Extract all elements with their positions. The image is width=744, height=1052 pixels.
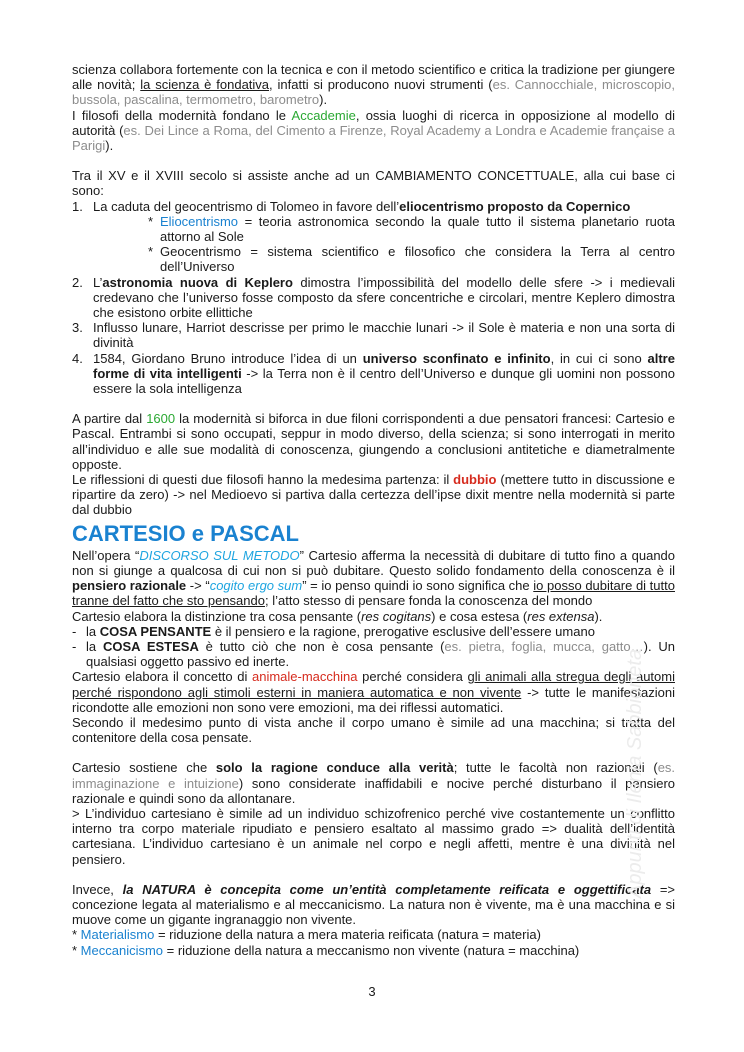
examples-text: es. Dei Lince a Roma, del Cimento a Firenze, Royal Academy a Londra e Academie française a Parigi bbox=[72, 122, 675, 154]
sub-list-item: * Eliocentrismo = teoria astronomica secondo la quale tutto il sistema planetario ruota attorno al Sole bbox=[148, 213, 675, 245]
definition-mechanism: * Meccanicismo = riduzione della natura a meccanismo non vivente (natura = macchina) bbox=[72, 942, 580, 958]
list-item: 3. Influsso lunare, Harriot descrisse per primo le macchie lunari -> il Sole è materia e non una sorta di divinità bbox=[72, 320, 675, 351]
paragraph-method: Nell’opera “DISCORSO SUL METODO” Cartesio afferma la necessità di dubitare di tutto fino a quando non si giunge a qualcosa di cui non si può dubitare. Questo solido fondamento della conoscenza è il pensiero razionale -> “cogito ergo sum” = io penso quindi io sono significa che io posso dubitare di tutto tranne del fatto che sto pensando; l’atto stesso di pensare fonda la conoscenza del mondo bbox=[72, 547, 676, 609]
dash-item: - la COSA PENSANTE è il pensiero e la ragione, prerogative esclusive dell’essere umano bbox=[72, 623, 595, 639]
sub-list bbox=[93, 214, 675, 275]
highlight-year: 1600 bbox=[146, 411, 176, 427]
paragraph-doubt: Le riflessioni di questi due filosofi hanno la medesima partenza: il dubbio (mettere tutto in discussione e ripartire da zero) -> nel Medioevo si partiva dalla certezza dell’ipse dixit mentre nella modernità si parte dal dubbio bbox=[72, 472, 675, 518]
definition-materialism: * Materialismo = riduzione della natura a mera materia reificata (natura = materia) bbox=[72, 927, 541, 943]
highlight-term: animale-macchina bbox=[252, 669, 358, 685]
list-item: 2. L’astronomia nuova di Keplero dimostra l’impossibilità del modello delle sfere -> i medievali credevano che l’universo fosse composto da sfere concentriche e circolari, mentre Keplero dimostra che esistono orbite ellittiche bbox=[72, 274, 675, 321]
page-number: 3 bbox=[368, 984, 376, 999]
highlight-term: Accademie bbox=[291, 107, 356, 123]
section-heading: CARTESIO e PASCAL bbox=[72, 520, 299, 546]
paragraph-nature: Invece, la NATURA è concepita come un’entità completamente reificata e oggettificata => concezione legata al materialismo e al meccanicismo. La natura non è vivente, ma è una macchina e si muove come un gigante ingranaggio non vivente. bbox=[72, 881, 676, 928]
sub-list-item: * Geocentrismo = sistema scientifico e filosofico che considera la Terra al centro dell’Universo bbox=[148, 244, 675, 275]
document-body bbox=[72, 62, 675, 958]
paragraph-res: Cartesio elabora la distinzione tra cosa pensante (res cogitans) e cosa estesa (res extensa). bbox=[72, 608, 603, 624]
paragraph-reason: Cartesio sostiene che solo la ragione conduce alla verità; tutte le facoltà non razionali (es. immaginazione e intuizione) sono considerate inaffidabili e nocive perché disturbano il pensiero razionale e quindi sono da allontanare. bbox=[72, 760, 676, 806]
watermark bbox=[622, 530, 648, 900]
paragraph-conceptual-change: Tra il XV e il XVIII secolo si assiste anche ad un CAMBIAMENTO CONCETTUALE, alla cui base ci sono: bbox=[72, 168, 675, 199]
examples-text: es. Cannocchiale, microscopio, bussola, pascalina, termometro, barometro bbox=[72, 77, 676, 108]
list-item: 1. La caduta del geocentrismo di Tolomeo in favore dell’eliocentrismo proposto da Copernico * Eliocentrismo = teoria astronomica secondo la quale tutto il sistema planetario ruota attorno al Sole * Geocentrismo = sistema scientifico e filosofico che considera la Terra al centro dell’Universo bbox=[72, 198, 675, 275]
paragraph-individual: > L’individuo cartesiano è simile ad un individuo schizofrenico perché vive costantemente un conflitto interno tra corpo materiale ripudiato e pensiero esaltato al massimo grado => dualità dell’identità cartesiana. L’individuo cartesiano è un animale nel corpo e negli affetti, mentre è una divinità nel pensiero. bbox=[72, 805, 675, 867]
list-item: 4. 1584, Giordano Bruno introduce l’idea di un universo sconfinato e infinito, in cui ci sono altre forme di vita intelligenti -> la Terra non è il centro dell’Universo e dunque gli uomini non possono essere la sola intelligenza bbox=[72, 350, 675, 397]
paragraph-animal-machine: Cartesio elabora il concetto di animale-macchina perché considera gli animali alla stregua degli automi perché rispondono agli stimoli esterni in maniera automatica e non vivente -> tutte le manifestazioni ricondotte alle emozioni non sono vere emozioni, ma dei riflessi automatici. bbox=[72, 669, 675, 715]
paragraph-academies: I filosofi della modernità fondano le Accademie, ossia luoghi di ricerca in opposizione al modello di autorità (es. Dei Lince a Roma, del Cimento a Firenze, Royal Academy a Londra e Academie française a Parigi). bbox=[72, 107, 675, 154]
watermark-text: Appunti di Ilenia Sabbioneta bbox=[624, 648, 646, 898]
dash-item: - la COSA ESTESA è tutto ciò che non è cosa pensante (es. pietra, foglia, mucca, gatto…). Un qualsiasi oggetto passivo ed inerte. bbox=[72, 638, 676, 670]
numbered-list bbox=[72, 199, 675, 397]
paragraph-modernity: A partire dal 1600 la modernità si biforca in due filoni corrispondenti a due pensatori francesi: Cartesio e Pascal. Entrambi si sono occupati, seppur in modo diverso, della scienza; si sono interrogati in merito all’individuo e alle sue modalità di conoscenza, giungendo a conclusioni antitetiche e diametralmente opposte. bbox=[72, 411, 675, 472]
paragraph-body: Secondo il medesimo punto di vista anche il corpo umano è simile ad una macchina; si tratta del contenitore della cosa pensate. bbox=[72, 714, 675, 746]
paragraph-science: scienza collabora fortemente con la tecnica e con il metodo scientifico e critica la tradizione per giungere alle novità; la scienza è fondativa, infatti si producono nuovi strumenti (es. Cannocchiale, microscopio, bussola, pascalina, termometro, barometro). bbox=[72, 62, 676, 108]
highlight-term: dubbio bbox=[453, 472, 497, 488]
underlined-phrase: la scienza è fondativa bbox=[140, 77, 270, 93]
